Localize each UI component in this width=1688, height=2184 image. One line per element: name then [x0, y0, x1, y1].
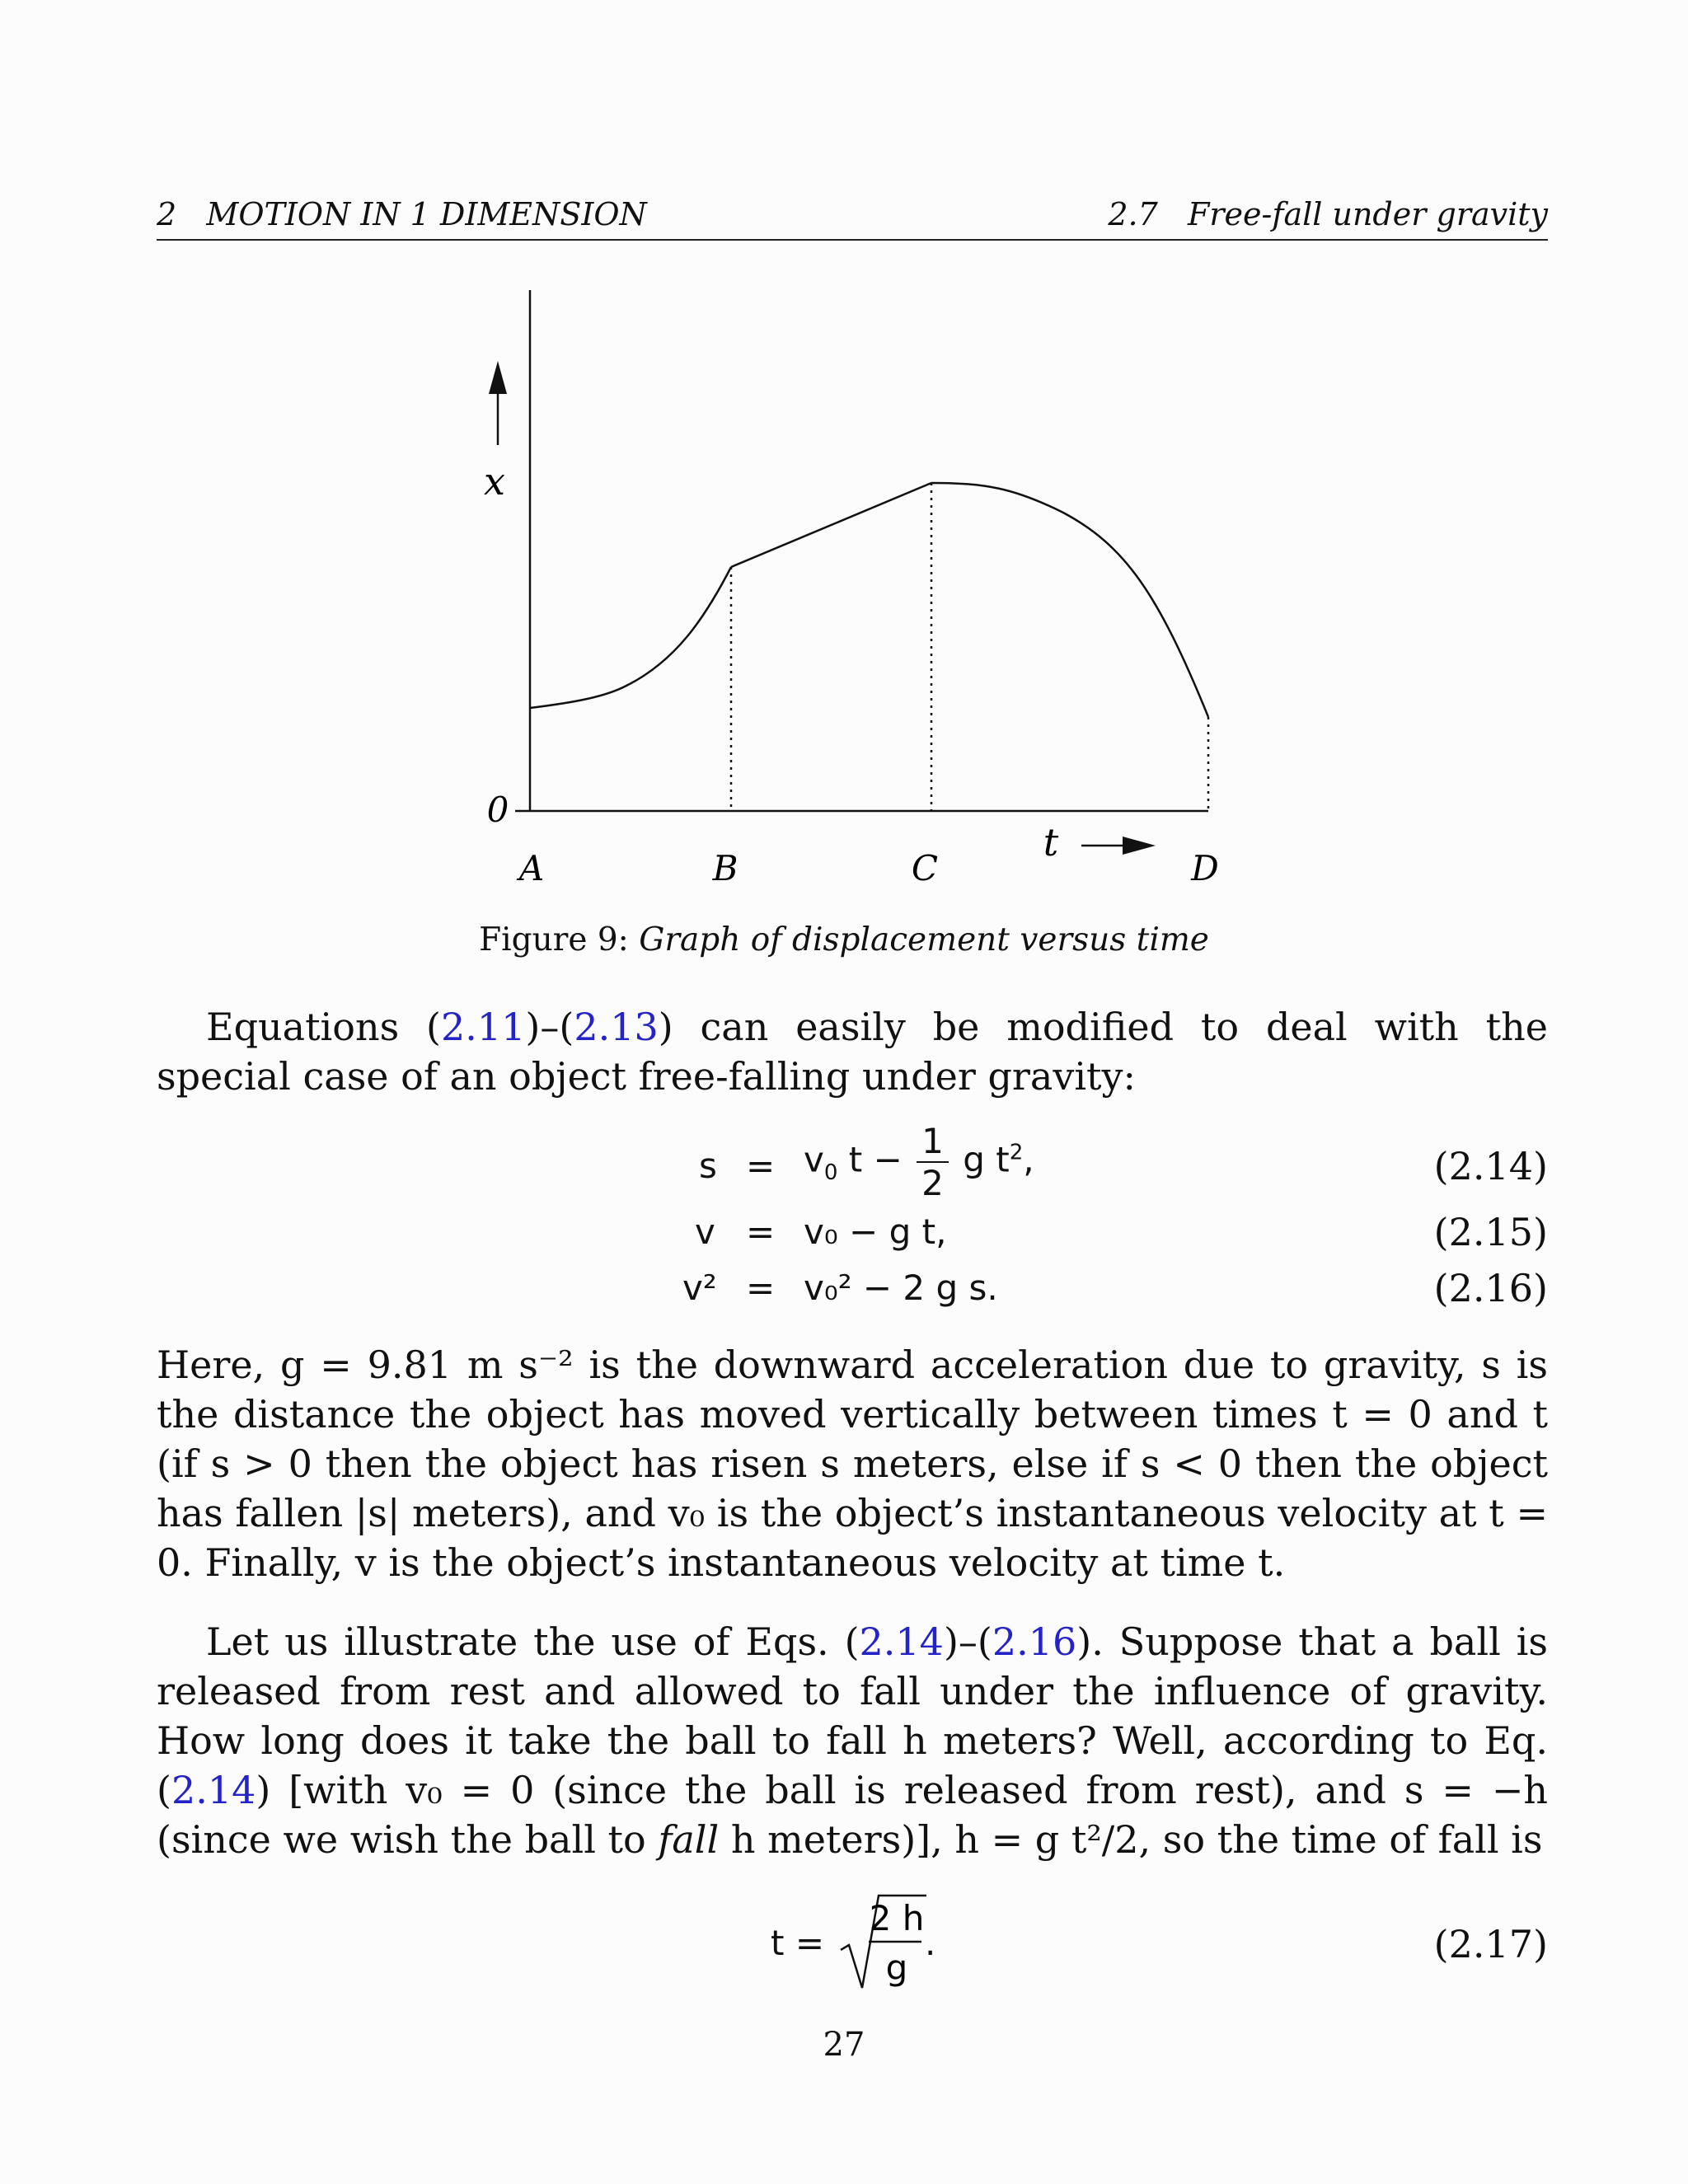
paragraph-2-text: Here, g = 9.81 m s⁻² is the downward acceleration due to gravity, s is the distance the object has moved vertically between times t = 0 and t (if s > 0 then the object has risen s meters, else if s < 0 then the object has fallen |s| meters), and v₀ is the object’s instantaneous velocity at t = 0. Finally, v is the object’s instantaneous velocity at time t.: [157, 1343, 1548, 1585]
segment-b-c: [731, 483, 931, 567]
eq-2-15-lhs: v: [695, 1212, 715, 1252]
eq-2-14-rel: =: [746, 1146, 776, 1186]
eq-2-16-rhs: v₀² − 2 g s.: [804, 1268, 998, 1308]
fraction-half: [917, 1121, 949, 1203]
eq-2-16-rel: =: [746, 1268, 776, 1308]
text: ,: [1023, 1139, 1034, 1180]
eq-2-14-lhs: s: [699, 1146, 717, 1186]
eq-ref-link[interactable]: 2.14: [171, 1768, 256, 1812]
sqrt-denominator: g: [885, 1947, 908, 1988]
eq-2-17-tail: .: [925, 1923, 936, 1963]
eq-2-14-rhs: [804, 1121, 1034, 1203]
eq-2-16-lhs: v²: [682, 1268, 717, 1308]
text: g t: [951, 1139, 1010, 1180]
tick-label-a: A: [518, 848, 545, 888]
text: fall: [658, 1817, 720, 1862]
text: Let us illustrate the use of Eqs. (: [206, 1619, 860, 1664]
text: ). Suppose that a ball is released from rest and allowed to fall under the influence of gravity. How long does it take the ball to fall h meters? Well, according to Eq. (: [157, 1619, 1548, 1812]
tick-label-c: C: [911, 848, 939, 888]
header-section: 2.7 Free-fall under gravity: [1108, 196, 1548, 232]
text: ) can easily be modified to deal with the special case of an object free-falling under gravity:: [157, 1005, 1548, 1099]
segment-a-b: [530, 567, 731, 708]
paragraph-3: [157, 1617, 1548, 1864]
text: 2: [1009, 1140, 1024, 1165]
eq-ref-link[interactable]: 2.16: [992, 1619, 1077, 1664]
paragraph-2: [157, 1340, 1548, 1587]
text: )–(: [943, 1619, 992, 1664]
eq-2-15-rel: =: [746, 1212, 776, 1252]
eq-number-2-16: (2.16): [1433, 1266, 1548, 1310]
text: 2: [921, 1163, 944, 1203]
origin-label: 0: [486, 790, 509, 830]
tick-label-d: D: [1191, 848, 1219, 888]
displacement-time-graph: [0, 0, 1688, 972]
eq-number-2-14: (2.14): [1433, 1144, 1548, 1188]
paragraph-1: [157, 1002, 1548, 1101]
t-arrow-head: [1123, 837, 1156, 855]
y-arrow-head: [489, 361, 507, 394]
caption-text: Graph of displacement versus time: [639, 921, 1209, 958]
text: ) [with v₀ = 0 (since the ball is released from rest), and s = −h (since we wish the ball to: [157, 1768, 1548, 1862]
segment-c-d: [931, 483, 1208, 717]
tick-label-b: B: [712, 848, 738, 888]
caption-prefix: Figure 9:: [479, 921, 629, 958]
text: )–(: [525, 1005, 574, 1049]
eq-ref-link[interactable]: 2.11: [441, 1005, 526, 1049]
eq-2-17-lhs: t =: [771, 1923, 825, 1963]
text: 1: [917, 1121, 949, 1163]
text: Equations (: [206, 1005, 441, 1049]
eq-ref-link[interactable]: 2.13: [574, 1005, 659, 1049]
eq-number-2-17: (2.17): [1433, 1922, 1548, 1966]
eq-2-15-rhs: v₀ − g t,: [804, 1212, 947, 1252]
figure-caption: [0, 921, 1688, 958]
text: 0: [823, 1160, 838, 1185]
header-chapter: 2 MOTION IN 1 DIMENSION: [157, 196, 647, 232]
text: h meters)], h = g t²/2, so the time of fall is: [719, 1817, 1543, 1862]
text: v: [804, 1139, 824, 1180]
eq-number-2-15: (2.15): [1433, 1210, 1548, 1254]
sqrt-sign: [839, 1891, 930, 1998]
y-axis-label: x: [484, 459, 505, 504]
page-number: 27: [823, 2026, 865, 2064]
t-axis-label: t: [1043, 820, 1059, 865]
text: t −: [837, 1139, 914, 1180]
sqrt-numerator: 2 h: [869, 1898, 925, 1938]
eq-ref-link[interactable]: 2.14: [859, 1619, 944, 1664]
